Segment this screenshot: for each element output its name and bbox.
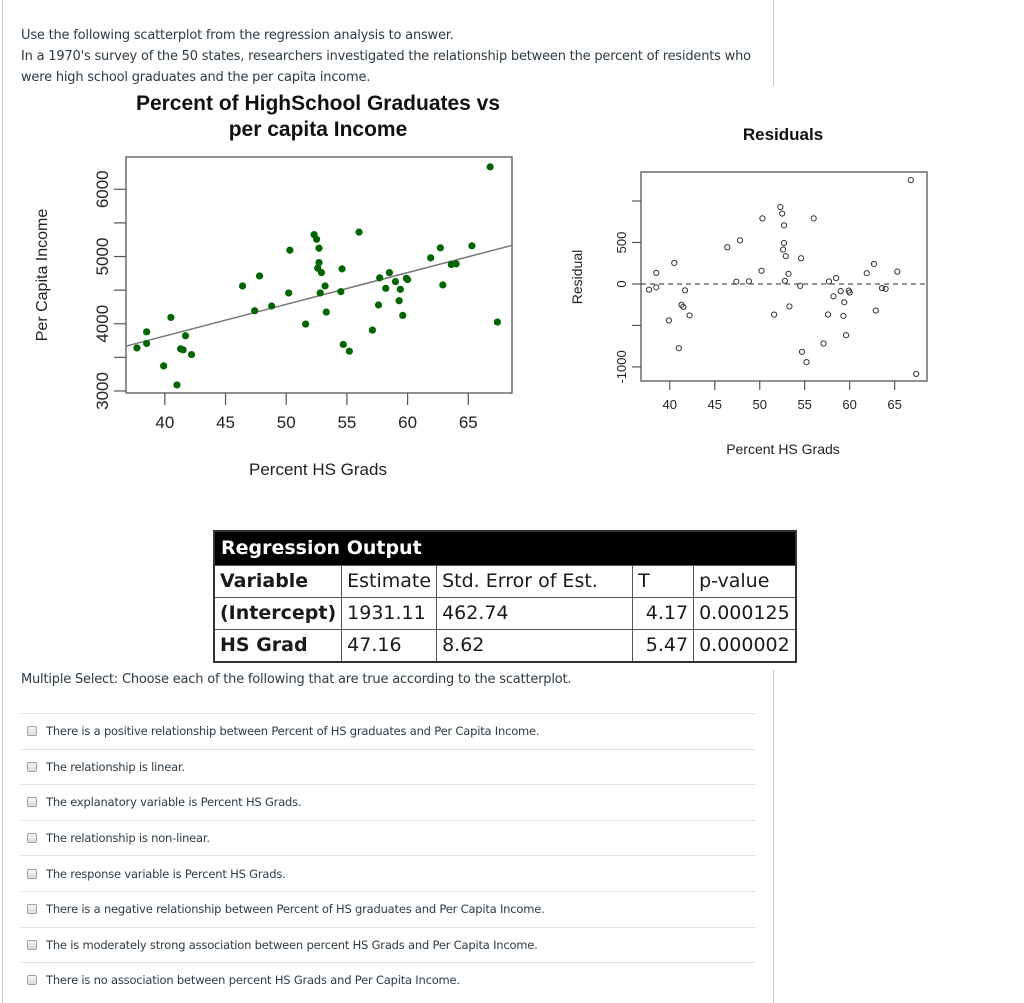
residual-point bbox=[682, 288, 687, 293]
x-tick-label: 45 bbox=[216, 413, 235, 432]
checkbox[interactable] bbox=[27, 797, 37, 807]
question-prompt: Multiple Select: Choose each of the following that are true according to the scatterplot. bbox=[21, 672, 572, 687]
residual-point bbox=[734, 279, 739, 284]
residual-point bbox=[781, 247, 786, 252]
table-title: Regression Output bbox=[214, 531, 796, 566]
answer-option[interactable] bbox=[21, 820, 756, 856]
cell-variable: HS Grad bbox=[214, 630, 342, 663]
data-point bbox=[340, 341, 347, 348]
residual-point bbox=[672, 260, 677, 265]
answer-option[interactable] bbox=[21, 784, 756, 820]
data-point bbox=[315, 245, 322, 252]
cell-std-error: 8.62 bbox=[437, 630, 633, 663]
residual-point bbox=[879, 285, 884, 290]
table-row bbox=[214, 630, 796, 663]
cell-estimate: 1931.11 bbox=[342, 598, 437, 630]
scatterplot-chart bbox=[0, 85, 540, 485]
option-label[interactable]: The response variable is Percent HS Grads. bbox=[46, 866, 286, 881]
data-point bbox=[321, 282, 328, 289]
y-tick-label: 3000 bbox=[93, 372, 112, 410]
header-std-error: Std. Error of Est. bbox=[437, 566, 633, 598]
data-point bbox=[133, 344, 140, 351]
x-tick-label: 50 bbox=[276, 413, 296, 432]
x-tick-label: 65 bbox=[458, 413, 478, 432]
chart-title-line-1: Percent of HighSchool Graduates vs bbox=[135, 92, 501, 115]
data-point bbox=[494, 318, 501, 325]
table-row bbox=[214, 598, 796, 630]
y-tick-label: 6000 bbox=[93, 170, 112, 209]
y-tick-label: 5000 bbox=[93, 237, 112, 276]
residual-point bbox=[780, 211, 785, 216]
residual-point bbox=[843, 333, 848, 338]
residual-point bbox=[834, 275, 839, 280]
y-tick-label: -1000 bbox=[614, 350, 629, 384]
data-point bbox=[286, 247, 293, 254]
residual-point bbox=[838, 289, 843, 294]
data-point bbox=[468, 242, 475, 249]
cell-p-value: 0.000002 bbox=[694, 630, 796, 663]
data-point bbox=[317, 289, 324, 296]
option-label[interactable]: The explanatory variable is Percent HS Grads. bbox=[46, 795, 302, 810]
data-point bbox=[179, 346, 186, 353]
table-title-row bbox=[214, 531, 796, 566]
data-point bbox=[487, 163, 494, 170]
residual-point bbox=[826, 279, 831, 284]
residual-point bbox=[676, 346, 681, 351]
data-point bbox=[167, 314, 174, 321]
data-point bbox=[346, 348, 353, 355]
data-point bbox=[143, 340, 150, 347]
option-label[interactable]: There is a positive relationship between Percent of HS graduates and Per Capita Income. bbox=[46, 724, 540, 739]
data-point bbox=[285, 289, 292, 296]
data-point bbox=[256, 272, 263, 279]
chart-title-line-2: per capita Income bbox=[228, 118, 408, 141]
data-point bbox=[337, 288, 344, 295]
answer-option[interactable] bbox=[21, 962, 756, 998]
data-point bbox=[182, 332, 189, 339]
residual-point bbox=[783, 254, 788, 259]
option-label[interactable]: The relationship is linear. bbox=[46, 759, 185, 774]
x-tick-label: 55 bbox=[797, 397, 812, 412]
residuals-y-axis-label: Residual bbox=[569, 249, 585, 305]
residual-point bbox=[841, 313, 846, 318]
residual-point bbox=[654, 270, 659, 275]
data-point bbox=[268, 302, 275, 309]
residuals-title: Residuals bbox=[742, 125, 824, 144]
option-label[interactable]: The is moderately strong association between percent HS Grads and Per Capita Income. bbox=[46, 937, 538, 952]
data-point bbox=[302, 320, 309, 327]
cell-std-error: 462.74 bbox=[437, 598, 633, 630]
content-border-right bbox=[773, 0, 774, 86]
header-p-value: p-value bbox=[694, 566, 796, 598]
answer-option[interactable] bbox=[21, 749, 756, 785]
checkbox[interactable] bbox=[27, 940, 37, 950]
residual-point bbox=[908, 178, 913, 183]
data-point bbox=[404, 276, 411, 283]
y-axis-label: Per Capita Income bbox=[34, 208, 51, 342]
cell-t: 5.47 bbox=[633, 630, 694, 663]
residual-point bbox=[799, 349, 804, 354]
residual-point bbox=[798, 256, 803, 261]
table-header-row bbox=[214, 566, 796, 598]
residual-point bbox=[871, 261, 876, 266]
data-point bbox=[251, 307, 258, 314]
data-point bbox=[173, 381, 180, 388]
residual-point bbox=[798, 283, 803, 288]
answer-option[interactable] bbox=[21, 855, 756, 891]
residual-point bbox=[687, 313, 692, 318]
residual-point bbox=[873, 308, 878, 313]
x-tick-label: 45 bbox=[707, 397, 722, 412]
y-tick-label: 4000 bbox=[93, 304, 112, 343]
residual-point bbox=[666, 318, 671, 323]
data-point bbox=[239, 282, 246, 289]
data-point bbox=[386, 269, 393, 276]
data-point bbox=[355, 229, 362, 236]
data-point bbox=[375, 301, 382, 308]
answer-option[interactable] bbox=[21, 927, 756, 963]
answer-options-list bbox=[21, 713, 756, 998]
header-variable: Variable bbox=[214, 566, 342, 598]
residuals-x-axis-label: Percent HS Grads bbox=[726, 441, 840, 457]
checkbox[interactable] bbox=[27, 975, 37, 985]
data-point bbox=[323, 308, 330, 315]
data-point bbox=[338, 265, 345, 272]
checkbox[interactable] bbox=[27, 904, 37, 914]
answer-option[interactable] bbox=[21, 713, 756, 749]
data-point bbox=[427, 254, 434, 261]
question-intro bbox=[21, 25, 761, 88]
content-border-right bbox=[773, 670, 774, 1003]
data-point bbox=[313, 236, 320, 243]
residual-point bbox=[760, 216, 765, 221]
cell-estimate: 47.16 bbox=[342, 630, 437, 663]
plot-area bbox=[93, 157, 512, 432]
data-point bbox=[437, 244, 444, 251]
x-tick-label: 40 bbox=[155, 413, 175, 432]
data-point bbox=[392, 278, 399, 285]
data-point bbox=[188, 351, 195, 358]
data-point bbox=[453, 260, 460, 267]
residual-point bbox=[786, 271, 791, 276]
residual-point bbox=[831, 294, 836, 299]
header-estimate: Estimate bbox=[342, 566, 437, 598]
cell-variable: (Intercept) bbox=[214, 598, 342, 630]
residual-point bbox=[782, 278, 787, 283]
cell-t: 4.17 bbox=[633, 598, 694, 630]
residual-point bbox=[772, 312, 777, 317]
x-tick-label: 50 bbox=[752, 397, 767, 412]
option-label[interactable]: There is a negative relationship between Percent of HS graduates and Per Capita Income. bbox=[46, 902, 545, 917]
residual-point bbox=[883, 286, 888, 291]
data-point bbox=[397, 286, 404, 293]
residual-point bbox=[781, 240, 786, 245]
y-tick-label: 0 bbox=[614, 280, 629, 288]
answer-option[interactable] bbox=[21, 891, 756, 927]
x-axis-label: Percent HS Grads bbox=[249, 460, 387, 479]
data-point bbox=[143, 328, 150, 335]
data-point bbox=[318, 269, 325, 276]
x-tick-label: 60 bbox=[398, 413, 418, 432]
residual-point bbox=[778, 204, 783, 209]
residual-point bbox=[654, 285, 659, 290]
data-point bbox=[376, 274, 383, 281]
option-label[interactable]: The relationship is non-linear. bbox=[46, 831, 210, 846]
data-point bbox=[439, 281, 446, 288]
checkbox[interactable] bbox=[27, 726, 37, 736]
cell-p-value: 0.000125 bbox=[694, 598, 796, 630]
residual-point bbox=[787, 304, 792, 309]
residual-point bbox=[864, 271, 869, 276]
data-point bbox=[382, 285, 389, 292]
x-tick-label: 55 bbox=[337, 413, 357, 432]
checkbox[interactable] bbox=[27, 762, 37, 772]
residual-point bbox=[781, 223, 786, 228]
data-point bbox=[399, 312, 406, 319]
residual-point bbox=[759, 268, 764, 273]
checkbox[interactable] bbox=[27, 833, 37, 843]
residual-point bbox=[804, 360, 809, 365]
residuals-chart bbox=[540, 115, 960, 465]
residual-point bbox=[811, 216, 816, 221]
residual-point bbox=[914, 371, 919, 376]
residual-point bbox=[842, 300, 847, 305]
y-tick-label: 500 bbox=[614, 231, 629, 254]
data-point bbox=[369, 326, 376, 333]
residual-point bbox=[725, 245, 730, 250]
residual-point bbox=[821, 341, 826, 346]
residual-point bbox=[746, 279, 751, 284]
residual-point bbox=[825, 312, 830, 317]
x-tick-label: 60 bbox=[842, 397, 857, 412]
residual-point bbox=[737, 238, 742, 243]
intro-line-1: Use the following scatterplot from the regression analysis to answer. bbox=[21, 28, 454, 43]
checkbox[interactable] bbox=[27, 869, 37, 879]
x-tick-label: 40 bbox=[662, 397, 678, 412]
option-label[interactable]: There is no association between percent HS Grads and Per Capita Income. bbox=[46, 973, 460, 988]
residuals-plot-area bbox=[614, 172, 927, 412]
plot-frame bbox=[641, 172, 927, 381]
regression-output-table bbox=[213, 530, 797, 663]
intro-line-2: In a 1970's survey of the 50 states, researchers investigated the relationship between the percent of residents who were high school graduates and the per capita income. bbox=[21, 49, 751, 85]
residual-point bbox=[646, 287, 651, 292]
header-t: T bbox=[633, 566, 694, 598]
x-tick-label: 65 bbox=[887, 397, 902, 412]
residual-point bbox=[895, 269, 900, 274]
data-point bbox=[396, 297, 403, 304]
data-point bbox=[160, 362, 167, 369]
